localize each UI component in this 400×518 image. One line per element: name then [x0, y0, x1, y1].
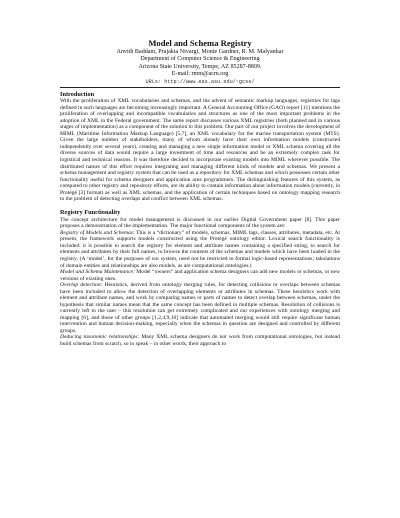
paragraph-lead: Model and Schema Maintenance:	[60, 269, 135, 276]
university-line: Arizona State University, Tempe, AZ 85287-8809.	[138, 63, 262, 70]
paragraph-lead: Overlap detection:	[60, 282, 103, 289]
body-paragraph	[60, 98, 340, 203]
paragraph-text: Many XML schema designers do not work from computational ontologies, but instead build schemas from scratch, so to speak – in other words, their approach to	[60, 334, 340, 347]
body-paragraph	[60, 334, 340, 347]
url-line: URLs: http://www.eas.asu.edu/~gcss/	[145, 78, 255, 85]
paragraph-lead: Registry of Models and Schemas:	[60, 229, 135, 236]
section-heading: Registry Functionality	[60, 209, 121, 217]
body-paragraph	[60, 217, 340, 230]
paragraph-text: With the proliferation of XML vocabularies and schemas, and the advent of semantic markup languages, registries for tags defined in such languages are becoming increasingly important. A General Accounting Office (GAO) report [11] mentions the proliferation of overlapping and incompatible vocabularies and structures as one of the most important problems in the adoption of XML in the Federal government. The same report discusses various XML registries (both planned and in various stages of implementation) as a component of the solution to this problem. Our part of our project involves the development of MIML (Maritime Information Markup Language) [5,7], an XML vocabulary for the marine transportation system (MTS). Given the large number of stakeholders, many of whom already have their own information models (constructed independently over several years), creating and managing a new single information model or XML schema covering all the diverse sources of data would require a large investment of time and resources and be an extremely complex task for logistical and technical reasons. It was therefore decided to incorporate existing models into MIML wherever possible. The distributed nature of this effort requires integrating and managing different kinds of models and schemas. We present a schema management and registry system that can be used as a repository for XML schemas and which possesses certain other functionality useful for schema designers and application area programmers. The distinguishing features of this system, as compared to other registry and repository efforts, are its ability to contain information about information models (currently, in Protégé [3] format) as well as XML schemas, and the application of certain techniques based on ontology mapping research to the problem of detecting overlaps and conflict between XML schemas.	[60, 98, 340, 203]
paragraph-text: The concept architecture for model management is discussed in our earlier Digital Government paper [8]. This paper proposes a demonstration of the implementation. The major functional components of the system are:	[60, 216, 340, 230]
author-list: Anvith Baddam, Prajakta Nivargi, Monte Gardner, R. M. Malyankar	[116, 49, 284, 55]
paper-title: Model and Schema Registry	[148, 38, 252, 48]
paragraph-text: Heuristics, derived from ontology merging rules, for detecting collisions or overlaps between schemas have been included to allow the detection of overlapping elements or attributes in schemas. These heuristics work with element and attribute names, and work by comparing names or parts of names to detect overlap between schemas, under the hypothesis that similar names mean that the same concept has been defined in multiple schemas. Resolution of collisions is currently left to the user – this resolution can get extremely complicated and our experiences with ontology merging and mapping [6], and those of other groups [1,2,4,9,10] indicate that automated merging would still require significant human intervention and human decision-making, especially when the schemas in question are designed and controlled by different groups.	[60, 282, 340, 334]
section-introduction	[60, 91, 340, 203]
section-heading: Introduction	[60, 90, 95, 98]
header-divider	[60, 87, 340, 88]
section-registry-functionality	[60, 209, 340, 347]
paragraph-text: This is a “dictionary” of models, schemas, MIML tags, classes, attributes, metadata, etc. At present, the framework supports models constructed using the Protégé ontology editor. Lexical search functionality is included: it is possible to search the registry for element and attribute names containing a specified string, to search for elements and attributes by their full names, to browse the contents of the schemas and models which have been loaded in the registry. (A ‘model’, for the purposes of our system, need not be restricted to formal logic-based representations; tabulations of domain entities and relationships are also models, as are computational ontologies.)	[60, 229, 340, 269]
email-line: E-mail: rmm@acm.org	[171, 71, 229, 78]
paragraph-lead: Deducing taxonomic relationships:	[60, 334, 140, 341]
body-paragraph	[60, 230, 340, 269]
department-line: Department of Computer Science & Engineering	[140, 56, 260, 63]
body-paragraph	[60, 269, 340, 282]
body-paragraph	[60, 282, 340, 334]
paragraph-text: Model “owners” and application schema designers can add new models or schemas, or new versions of existing ones.	[60, 269, 340, 282]
